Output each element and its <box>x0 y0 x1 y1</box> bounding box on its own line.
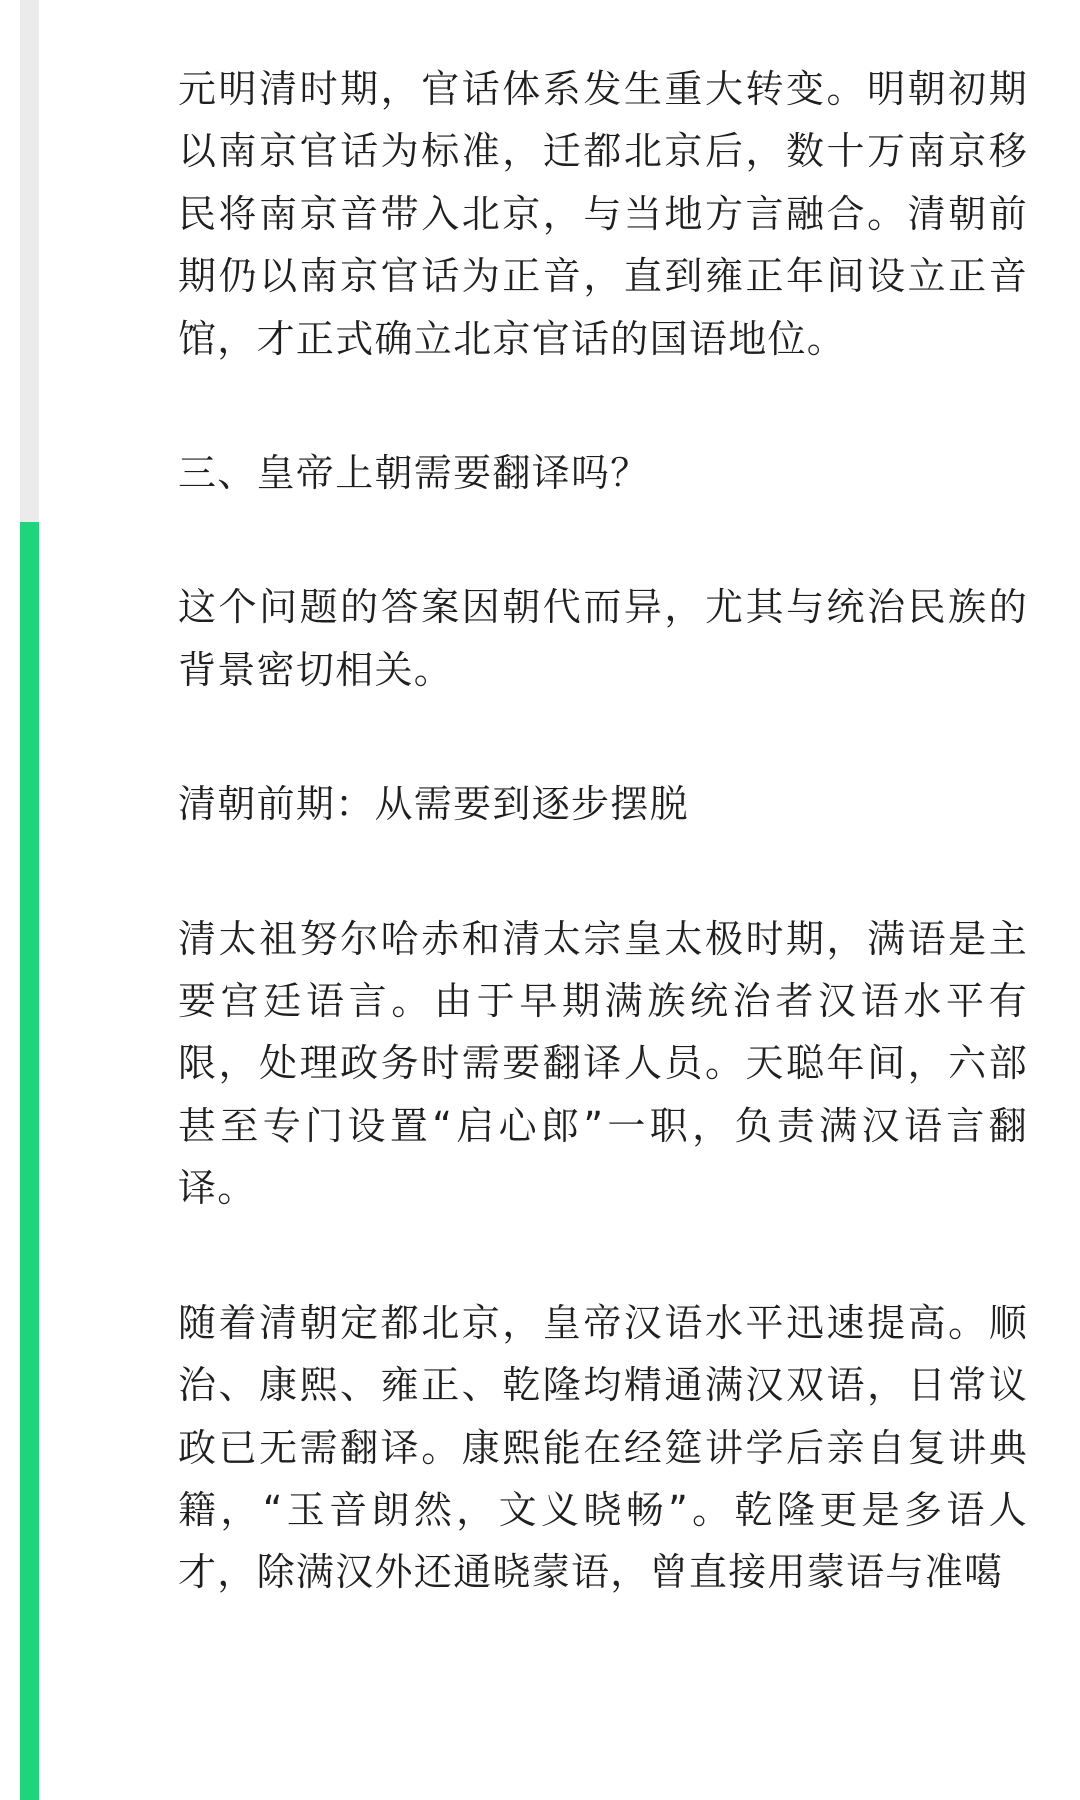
article-paragraph: 这个问题的答案因朝代而异，尤其与统治民族的背景密切相关。 <box>178 585 1028 692</box>
reading-progress-fill <box>20 522 39 1800</box>
article-paragraph: 元明清时期，官话体系发生重大转变。明朝初期以南京官话为标准，迁都北京后，数十万南京移民将南京音带入北京，与当地方言融合。清朝前期仍以南京官话为正音，直到雍正年间设立正音馆，才正式确立北京官话的国语地位。 <box>178 67 1028 361</box>
reading-progress-bar <box>20 0 39 1800</box>
section-heading: 三、皇帝上朝需要翻译吗？ <box>178 451 650 496</box>
article-paragraph: 随着清朝定都北京，皇帝汉语水平迅速提高。顺治、康熙、雍正、乾隆均精通满汉双语，日常议政已无需翻译。康熙能在经筵讲学后亲自复讲典籍，“玉音朗然，文义晓畅”。乾隆更是多语人才，除满汉外还通晓蒙语，曾直接用蒙语与准噶 <box>178 1300 1028 1595</box>
subsection-heading: 清朝前期：从需要到逐步摆脱 <box>178 782 689 827</box>
article-paragraph: 清太祖努尔哈赤和清太宗皇太极时期，满语是主要宫廷语言。由于早期满族统治者汉语水平有限，处理政务时需要翻译人员。天聪年间，六部甚至专门设置“启心郎”一职，负责满汉语言翻译。 <box>178 916 1028 1211</box>
article-body <box>178 58 1028 1604</box>
